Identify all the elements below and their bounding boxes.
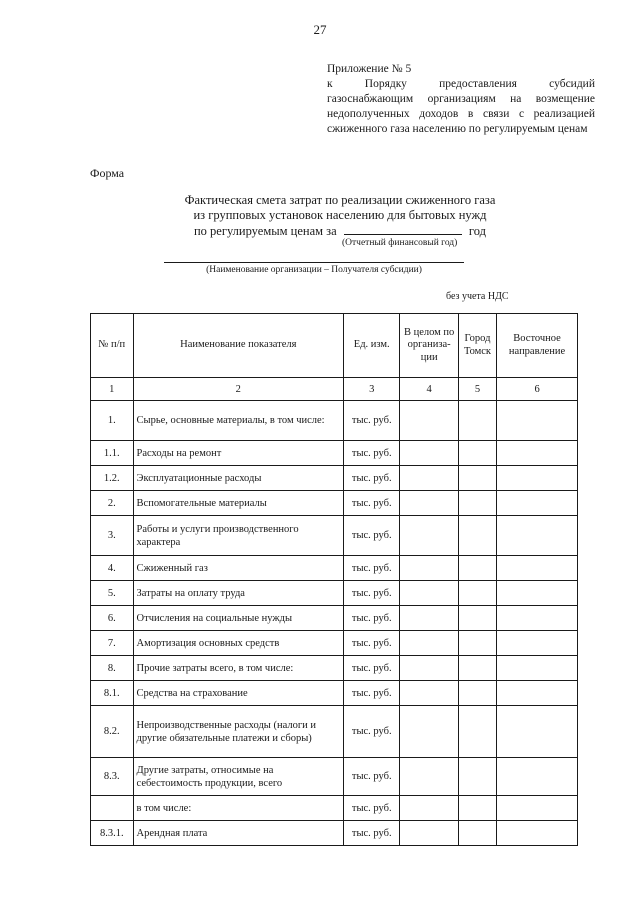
- row-value-east[interactable]: [497, 681, 578, 706]
- table-body: [91, 401, 578, 846]
- row-unit: тыс. руб.: [344, 821, 400, 846]
- row-unit: тыс. руб.: [344, 466, 400, 491]
- row-unit: тыс. руб.: [344, 491, 400, 516]
- row-indicator-name: Непроизводственные расходы (налоги и другие обязательные платежи и сборы): [133, 706, 344, 758]
- table-row: [91, 491, 578, 516]
- appendix-title: Приложение № 5: [327, 63, 412, 75]
- row-value-east[interactable]: [497, 606, 578, 631]
- row-value-total[interactable]: [400, 706, 458, 758]
- header-unit: Ед. изм.: [344, 314, 400, 378]
- table-row: [91, 821, 578, 846]
- row-value-tomsk[interactable]: [458, 401, 496, 441]
- row-value-east[interactable]: [497, 706, 578, 758]
- row-value-total[interactable]: [400, 821, 458, 846]
- table-row: [91, 516, 578, 556]
- row-number: 4.: [91, 556, 134, 581]
- table-row: [91, 656, 578, 681]
- row-value-east[interactable]: [497, 466, 578, 491]
- row-value-east[interactable]: [497, 556, 578, 581]
- header-num: № п/п: [91, 314, 134, 378]
- cost-estimate-table: [90, 313, 578, 846]
- row-value-east[interactable]: [497, 516, 578, 556]
- row-value-east[interactable]: [497, 631, 578, 656]
- row-value-total[interactable]: [400, 681, 458, 706]
- row-value-total[interactable]: [400, 556, 458, 581]
- row-number: 8.3.: [91, 758, 134, 796]
- row-unit: тыс. руб.: [344, 441, 400, 466]
- row-value-total[interactable]: [400, 758, 458, 796]
- organization-name-field[interactable]: [164, 262, 464, 263]
- table-row: [91, 758, 578, 796]
- table-row: [91, 631, 578, 656]
- row-unit: тыс. руб.: [344, 606, 400, 631]
- row-value-east[interactable]: [497, 441, 578, 466]
- row-value-tomsk[interactable]: [458, 491, 496, 516]
- row-number: 1.2.: [91, 466, 134, 491]
- row-value-east[interactable]: [497, 796, 578, 821]
- title-line-2: из групповых установок населению для бытовых нужд: [193, 208, 487, 222]
- row-value-tomsk[interactable]: [458, 466, 496, 491]
- row-number: 2.: [91, 491, 134, 516]
- row-value-east[interactable]: [497, 491, 578, 516]
- header-name: Наименование показателя: [133, 314, 344, 378]
- form-label: Форма: [90, 166, 125, 180]
- column-number: 6: [497, 378, 578, 401]
- appendix-body: к Порядку предоставления субсидий газоснабжающим организациям на возмещение недополученных доходов в связи с реализацией сжиженного газа населению по регулируемым ценам: [327, 78, 595, 135]
- row-number: 3.: [91, 516, 134, 556]
- row-value-tomsk[interactable]: [458, 631, 496, 656]
- row-value-tomsk[interactable]: [458, 656, 496, 681]
- row-indicator-name: Другие затраты, относимые на себестоимость продукции, всего: [133, 758, 344, 796]
- table-row: [91, 606, 578, 631]
- column-number: 4: [400, 378, 458, 401]
- row-value-east[interactable]: [497, 656, 578, 681]
- row-number: 8.: [91, 656, 134, 681]
- column-number-row: [91, 378, 578, 401]
- title-line-1: Фактическая смета затрат по реализации сжиженного газа: [184, 193, 496, 207]
- row-value-east[interactable]: [497, 581, 578, 606]
- row-value-tomsk[interactable]: [458, 516, 496, 556]
- row-value-total[interactable]: [400, 466, 458, 491]
- row-indicator-name: в том числе:: [133, 796, 344, 821]
- row-indicator-name: Средства на страхование: [133, 681, 344, 706]
- row-value-total[interactable]: [400, 441, 458, 466]
- row-indicator-name: Вспомогательные материалы: [133, 491, 344, 516]
- row-number: 6.: [91, 606, 134, 631]
- vat-note: без учета НДС: [446, 291, 509, 302]
- column-number: 2: [133, 378, 344, 401]
- row-number: 1.1.: [91, 441, 134, 466]
- table-row: [91, 556, 578, 581]
- row-number: 8.2.: [91, 706, 134, 758]
- row-value-total[interactable]: [400, 516, 458, 556]
- document-title: [140, 193, 540, 239]
- row-unit: тыс. руб.: [344, 758, 400, 796]
- row-value-east[interactable]: [497, 821, 578, 846]
- column-number: 3: [344, 378, 400, 401]
- row-indicator-name: Затраты на оплату труда: [133, 581, 344, 606]
- row-value-east[interactable]: [497, 758, 578, 796]
- row-number: [91, 796, 134, 821]
- row-indicator-name: Амортизация основных средств: [133, 631, 344, 656]
- row-value-total[interactable]: [400, 491, 458, 516]
- table-row: [91, 796, 578, 821]
- row-value-total[interactable]: [400, 401, 458, 441]
- header-east: Восточное направление: [497, 314, 578, 378]
- row-indicator-name: Отчисления на социальные нужды: [133, 606, 344, 631]
- table-row: [91, 581, 578, 606]
- page-number: 27: [313, 22, 327, 37]
- row-value-tomsk[interactable]: [458, 581, 496, 606]
- row-value-total[interactable]: [400, 606, 458, 631]
- column-number: 5: [458, 378, 496, 401]
- row-indicator-name: Работы и услуги производственного характера: [133, 516, 344, 556]
- row-unit: тыс. руб.: [344, 681, 400, 706]
- row-number: 1.: [91, 401, 134, 441]
- row-unit: тыс. руб.: [344, 581, 400, 606]
- row-unit: тыс. руб.: [344, 631, 400, 656]
- table-row: [91, 466, 578, 491]
- year-caption: (Отчетный финансовый год): [342, 238, 458, 248]
- header-total: В целом по организа-ции: [400, 314, 458, 378]
- table-row: [91, 706, 578, 758]
- row-value-total[interactable]: [400, 581, 458, 606]
- title-line-3: [140, 223, 540, 239]
- row-value-total[interactable]: [400, 631, 458, 656]
- row-indicator-name: Расходы на ремонт: [133, 441, 344, 466]
- table-header-row: [91, 314, 578, 378]
- row-number: 8.1.: [91, 681, 134, 706]
- row-value-tomsk[interactable]: [458, 681, 496, 706]
- row-indicator-name: Арендная плата: [133, 821, 344, 846]
- row-value-tomsk[interactable]: [458, 606, 496, 631]
- appendix-block: [327, 62, 595, 137]
- row-value-tomsk[interactable]: [458, 796, 496, 821]
- row-value-total[interactable]: [400, 656, 458, 681]
- row-value-tomsk[interactable]: [458, 556, 496, 581]
- year-blank-field[interactable]: [344, 223, 462, 235]
- table-row: [91, 681, 578, 706]
- table-row: [91, 401, 578, 441]
- row-unit: тыс. руб.: [344, 401, 400, 441]
- row-unit: тыс. руб.: [344, 516, 400, 556]
- row-value-tomsk[interactable]: [458, 821, 496, 846]
- table-row: [91, 441, 578, 466]
- row-number: 5.: [91, 581, 134, 606]
- row-value-tomsk[interactable]: [458, 706, 496, 758]
- column-number: 1: [91, 378, 134, 401]
- row-indicator-name: Эксплуатационные расходы: [133, 466, 344, 491]
- row-value-east[interactable]: [497, 401, 578, 441]
- row-value-tomsk[interactable]: [458, 758, 496, 796]
- header-tomsk: Город Томск: [458, 314, 496, 378]
- row-number: 7.: [91, 631, 134, 656]
- row-indicator-name: Сжиженный газ: [133, 556, 344, 581]
- title-line-3-prefix: по регулируемым ценам за: [193, 224, 337, 238]
- row-indicator-name: Сырье, основные материалы, в том числе:: [133, 401, 344, 441]
- row-value-total[interactable]: [400, 796, 458, 821]
- row-number: 8.3.1.: [91, 821, 134, 846]
- row-value-tomsk[interactable]: [458, 441, 496, 466]
- row-indicator-name: Прочие затраты всего, в том числе:: [133, 656, 344, 681]
- title-line-3-suffix: год: [468, 224, 486, 238]
- row-unit: тыс. руб.: [344, 706, 400, 758]
- row-unit: тыс. руб.: [344, 556, 400, 581]
- row-unit: тыс. руб.: [344, 656, 400, 681]
- row-unit: тыс. руб.: [344, 796, 400, 821]
- organization-caption: (Наименование организации – Получателя субсидии): [206, 265, 422, 275]
